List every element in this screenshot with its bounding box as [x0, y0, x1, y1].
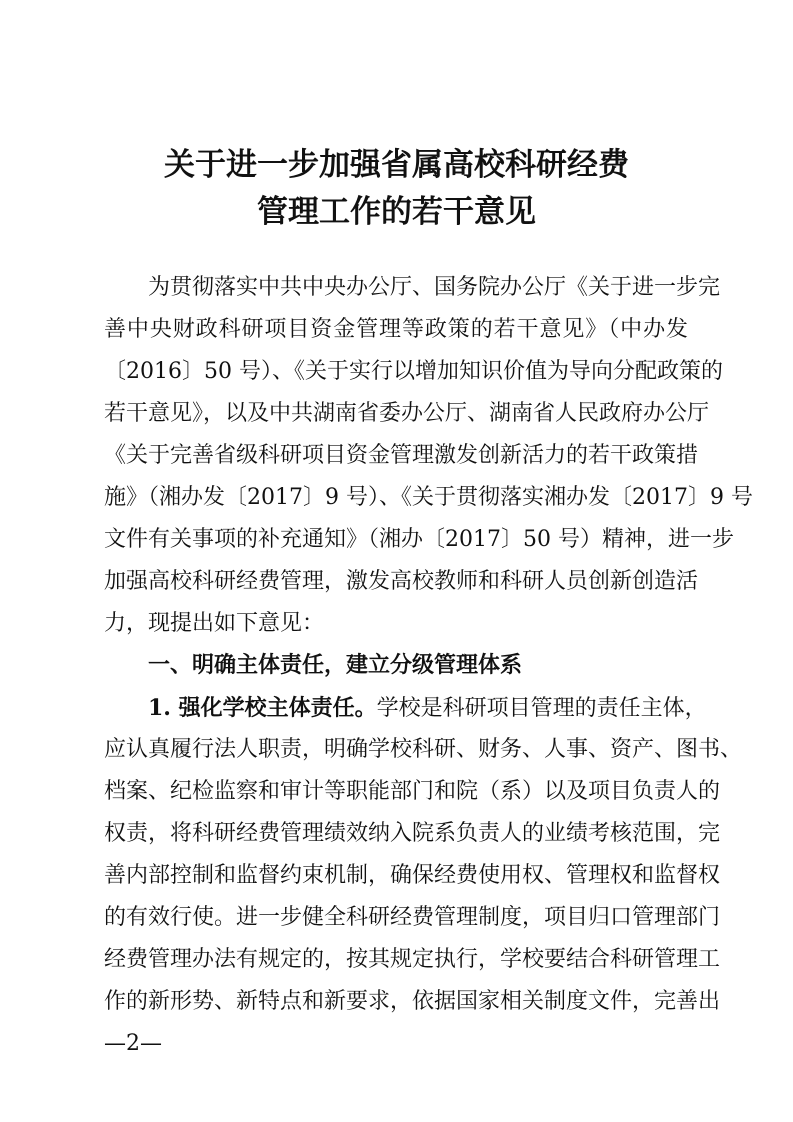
- item-1-line-7: 经费管理办法有规定的，按其规定执行，学校要结合科研管理工: [104, 947, 721, 972]
- intro-line-9: 力，现提出如下意见：: [104, 611, 325, 636]
- item-1-first-line: [148, 695, 707, 722]
- intro-line-5: 《关于完善省级科研项目资金管理激发创新活力的若干政策措: [104, 443, 699, 468]
- intro-line-2: 善中央财政科研项目资金管理等政策的若干意见》（中办发: [104, 317, 688, 342]
- section-heading-1: 一、明确主体责任，建立分级管理体系: [148, 653, 523, 678]
- item-1-line-4: 权责，将科研经费管理绩效纳入院系负责人的业绩考核范围，完: [104, 821, 721, 846]
- intro-line-3: 〔2016〕50 号）、《关于实行以增加知识价值为导向分配政策的: [104, 359, 723, 384]
- title-line-2: 管理工作的若干意见: [257, 194, 536, 230]
- item-1-lead: 1. 强化学校主体责任。: [148, 695, 377, 721]
- intro-line-7: 文件有关事项的补充通知》（湘办〔2017〕50 号）精神，进一步: [104, 527, 734, 552]
- item-1-line-2: 应认真履行法人职责，明确学校科研、财务、人事、资产、图书、: [104, 737, 743, 762]
- intro-line-6: 施》（湘办发〔2017〕9 号）、《关于贯彻落实湘办发〔2017〕9 号: [104, 485, 753, 510]
- intro-line-8: 加强高校科研经费管理，激发高校教师和科研人员创新创造活: [104, 569, 699, 594]
- item-1-line-3: 档案、纪检监察和审计等职能部门和院（系）以及项目负责人的: [104, 779, 721, 804]
- title-line-1: 关于进一步加强省属高校科研经费: [164, 147, 629, 183]
- intro-line-4: 若干意见》，以及中共湖南省委办公厅、湖南省人民政府办公厅: [104, 401, 710, 426]
- item-1-first-text: 学校是科研项目管理的责任主体，: [376, 696, 707, 721]
- item-1-line-5: 善内部控制和监督约束机制，确保经费使用权、管理权和监督权: [104, 863, 721, 888]
- page-number: —2—: [104, 1031, 162, 1056]
- item-1-line-6: 的有效行使。进一步健全科研经费管理制度，项目归口管理部门: [104, 905, 721, 930]
- item-1-line-8: 作的新形势、新特点和新要求，依据国家相关制度文件，完善出: [104, 989, 721, 1014]
- intro-line-1: 为贯彻落实中共中央办公厅、国务院办公厅《关于进一步完: [148, 275, 721, 300]
